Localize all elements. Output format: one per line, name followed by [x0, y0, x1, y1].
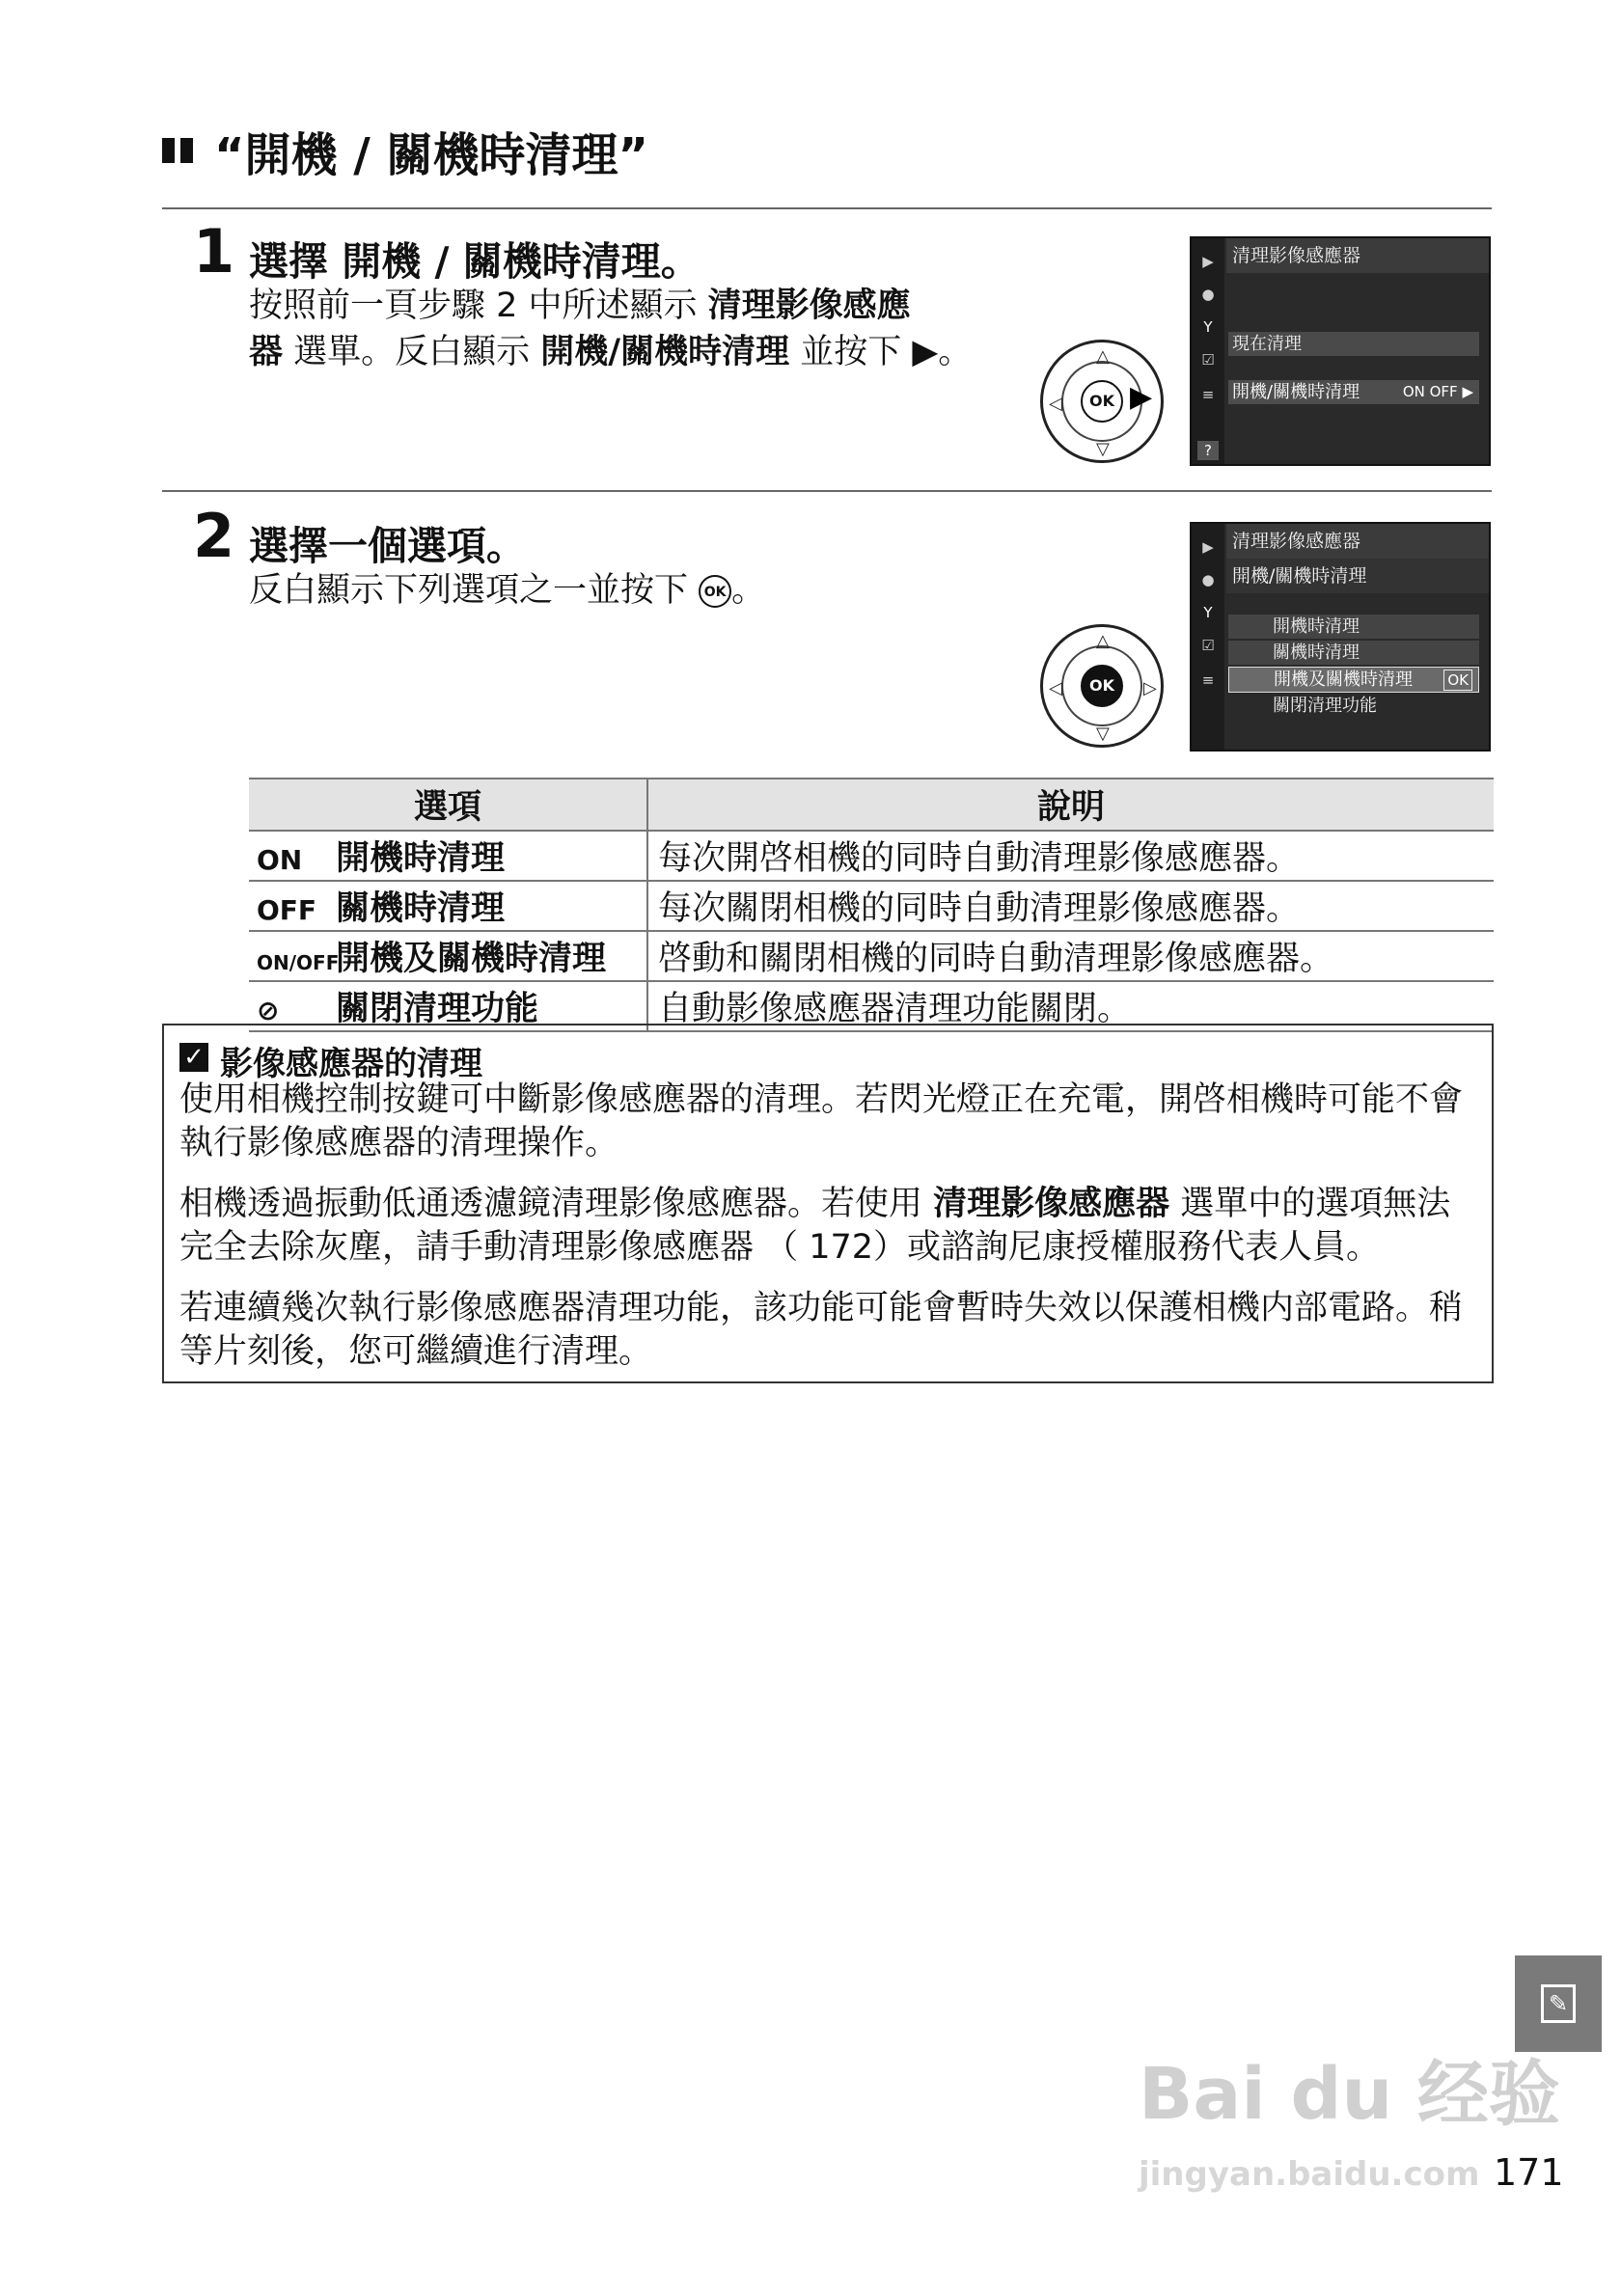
lcd-item-clean-now: 現在清理: [1228, 332, 1479, 356]
table-row: ⊘ 關閉清理功能 自動影像感應器清理功能關閉。: [249, 981, 1494, 1031]
help-icon: ?: [1197, 441, 1219, 460]
left-arrow-icon: ◁: [1049, 678, 1062, 698]
camera-menu-screen-2: [1190, 522, 1491, 752]
note-paragraph-3-line-2: 等片刻後，您可繼續進行清理。: [179, 1332, 653, 1371]
wrench-icon: Y: [1203, 604, 1213, 621]
clean-disabled-icon: ⊘: [257, 995, 280, 1026]
lcd-option-off: 關閉清理功能: [1273, 696, 1377, 716]
table-header-option: 選項: [249, 779, 647, 831]
lcd-option-startup: 開機時清理: [1228, 615, 1479, 639]
playback-icon: ▶: [1202, 538, 1214, 556]
wrench-icon: Y: [1203, 318, 1213, 336]
lcd-item-startup-shutdown: 開機/關機時清理 ON OFF ▶: [1228, 380, 1479, 404]
setup-menu-icon: ✎: [1541, 1984, 1576, 2023]
on-off-icon: ON OFF ▶: [1402, 383, 1473, 400]
step-1-number: 1: [193, 216, 235, 287]
options-table: [249, 778, 1494, 1032]
watermark-url: jingyan.baidu.com: [1139, 2155, 1480, 2194]
note-paragraph-3-line-1: 若連續幾次執行影像感應器清理功能，該功能可能會暫時失效以保護相機内部電路。稍: [179, 1289, 1464, 1327]
watermark-logo: Bai du 经验: [1139, 2053, 1560, 2136]
note-box: [162, 1024, 1494, 1383]
step-2-text: 反白顯示下列選項之一並按下 OK 。: [249, 571, 766, 610]
playback-icon: ▶: [1202, 253, 1214, 270]
table-row: ON 開機時清理 每次開啓相機的同時自動清理影像感應器。: [249, 831, 1494, 881]
section-title: “開機 / 關機時清理”: [214, 128, 649, 182]
ok-button-icon: OK: [1081, 665, 1123, 707]
note-paragraph-1-line-1: 使用相機控制按鍵可中斷影像感應器的清理。若閃光燈正在充電，開啓相機時可能不會: [179, 1080, 1464, 1119]
lcd-option-startup-shutdown: 開機及關機時清理 OK: [1228, 667, 1479, 693]
step-1-title: 選擇 開機 / 關機時清理。: [249, 238, 701, 285]
checkmark-icon: ✓: [179, 1043, 208, 1072]
camera-icon: ●: [1201, 286, 1215, 303]
note-title: 影像感應器的清理: [220, 1045, 482, 1083]
clean-on-icon: ON: [257, 844, 303, 876]
right-arrow-icon: ▶: [1130, 380, 1153, 414]
divider: [162, 490, 1492, 492]
divider: [162, 207, 1492, 209]
page-number: 171: [1494, 2151, 1564, 2194]
recent-settings-icon: ≡: [1201, 671, 1215, 689]
up-arrow-icon: △: [1096, 631, 1110, 651]
lcd-option-shutdown: 關機時清理: [1228, 641, 1479, 665]
down-arrow-icon: ▽: [1096, 439, 1110, 459]
step-1-text-line-1: 按照前一頁步驟 2 中所述顯示 清理影像感應: [249, 287, 911, 325]
step-2-number: 2: [193, 501, 235, 571]
camera-menu-screen-1: [1190, 236, 1491, 466]
lcd-title: 清理影像感應器: [1226, 524, 1489, 559]
note-paragraph-2-line-2: 完全去除灰塵，請手動清理影像感應器 （ 172）或諮詢尼康授權服務代表人員。: [179, 1228, 1381, 1267]
lcd-title: 清理影像感應器: [1226, 238, 1489, 273]
clean-off-icon: OFF: [257, 894, 317, 926]
clean-on-off-icon: ON/OFF: [257, 951, 340, 974]
note-paragraph-1-line-2: 執行影像感應器的清理操作。: [179, 1124, 619, 1162]
step-2-title: 選擇一個選項。: [249, 523, 526, 569]
left-arrow-icon: ◁: [1049, 394, 1062, 414]
table-row: OFF 關機時清理 每次關閉相機的同時自動清理影像感應器。: [249, 881, 1494, 931]
lcd-subtitle: 開機/關機時清理: [1226, 559, 1489, 593]
ok-badge-icon: OK: [1443, 670, 1472, 691]
retouch-icon: ☑: [1201, 351, 1215, 369]
down-arrow-icon: ▽: [1096, 724, 1110, 744]
table-header-description: 說明: [647, 779, 1494, 831]
camera-icon: ●: [1201, 571, 1215, 588]
ok-button-icon: OK: [1081, 380, 1123, 423]
note-paragraph-2-line-1: 相機透過振動低通透濾鏡清理影像感應器。若使用 清理影像感應器 選單中的選項無法: [179, 1185, 1451, 1223]
multi-selector-dial: [1040, 340, 1164, 463]
recent-settings-icon: ≡: [1201, 386, 1215, 403]
ok-icon: OK: [699, 575, 731, 608]
up-arrow-icon: △: [1096, 346, 1110, 367]
multi-selector-dial: [1040, 624, 1164, 748]
table-row: ON/OFF開機及關機時清理 啓動和關閉相機的同時自動清理影像感應器。: [249, 931, 1494, 981]
retouch-icon: ☑: [1201, 637, 1215, 654]
step-1-text-line-2: 器 選單。反白顯示 開機/關機時清理 並按下 ▶。: [249, 333, 973, 371]
right-arrow-icon: ▷: [1143, 678, 1157, 698]
section-marker-icon: [162, 138, 195, 163]
